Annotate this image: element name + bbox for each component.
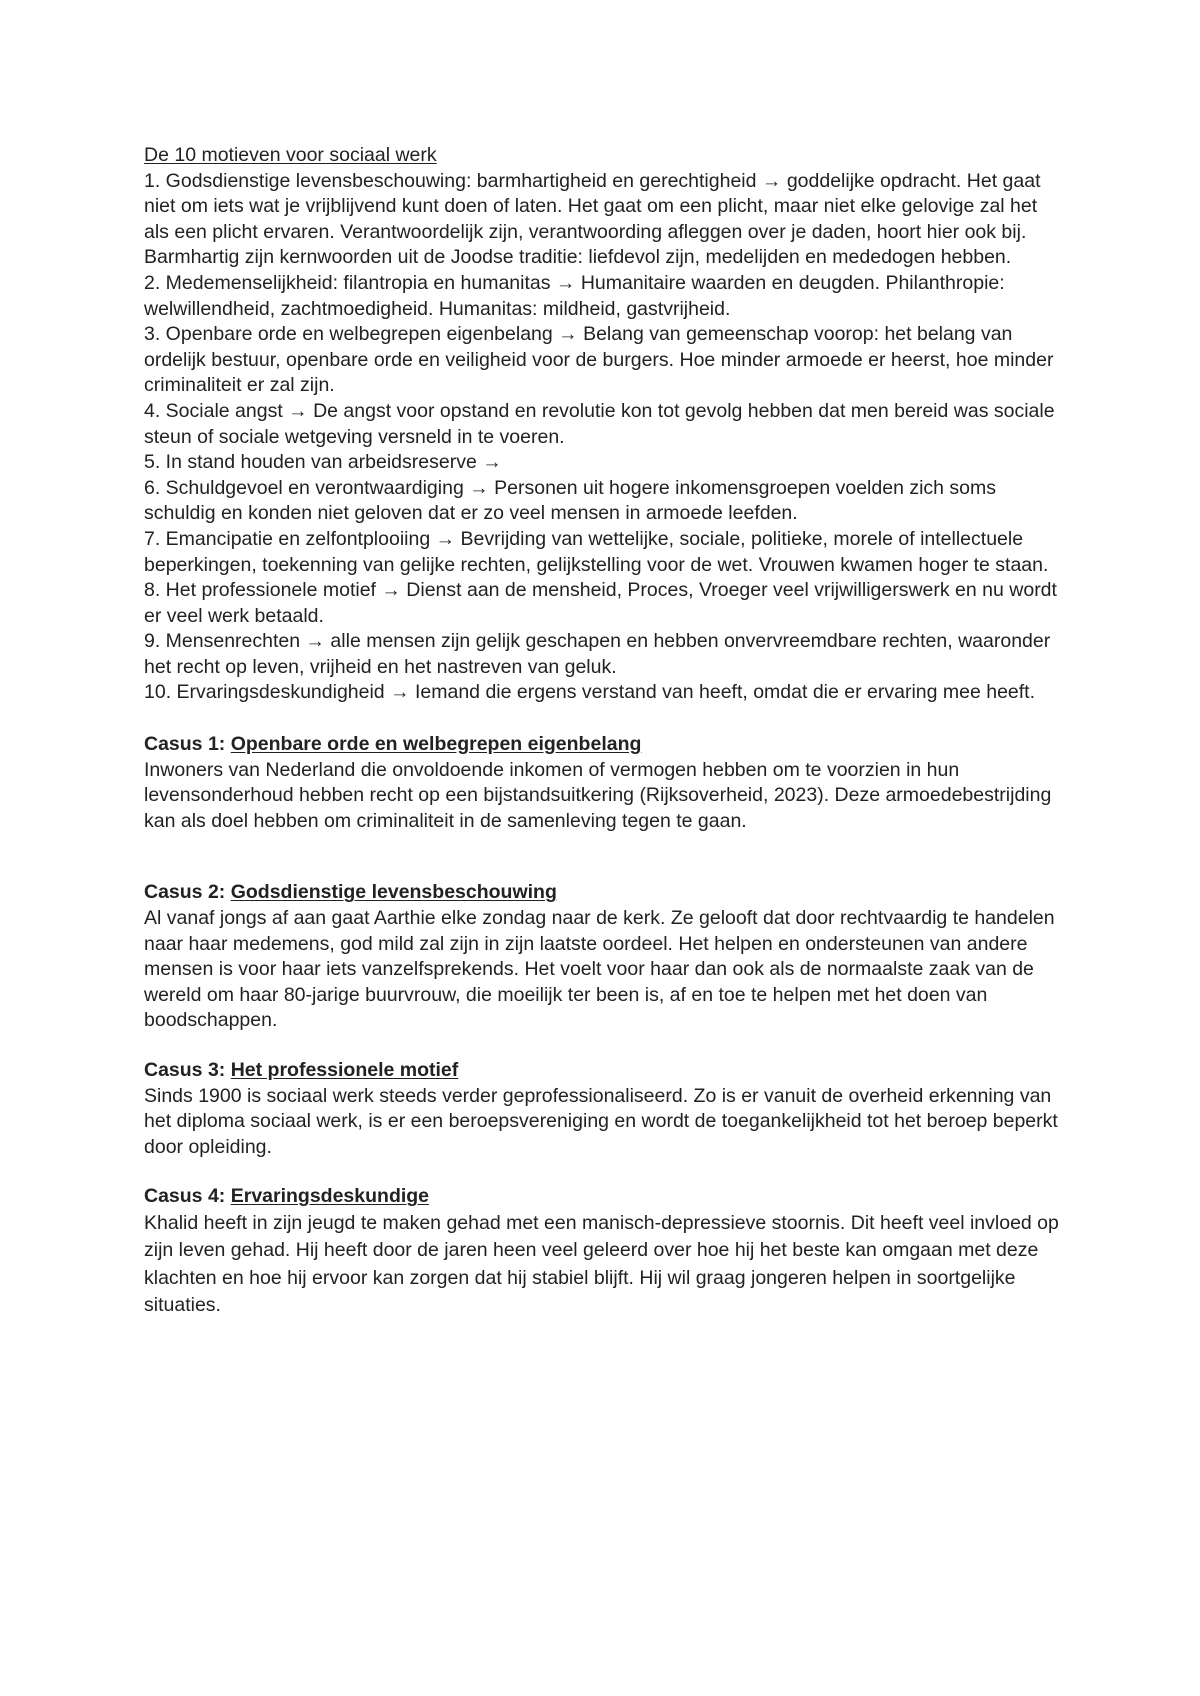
case-heading xyxy=(144,1058,1064,1084)
motive-item: 3. Openbare orde en welbegrepen eigenbelang → Belang van gemeenschap voorop: het belang van ordelijk bestuur, openbare orde en veiligheid voor de burgers. Hoe minder armoede er heerst, hoe minder criminaliteit er zal zijn. xyxy=(144,323,1054,397)
case-label: Casus 4: xyxy=(144,1185,226,1208)
motive-item: 9. Mensenrechten → alle mensen zijn gelijk geschapen en hebben onvervreemdbare rechten, waaronder het recht op leven, vrijheid en het nastreven van geluk. xyxy=(144,630,1051,678)
motive-item: 5. In stand houden van arbeidsreserve → xyxy=(144,451,502,474)
motive-item: 1. Godsdienstige levensbeschouwing: barmhartigheid en gerechtigheid → goddelijke opdracht. Het gaat niet om iets wat je vrijblijvend kunt doen of laten. Het gaat om een plicht, maar niet elke gelovige zal het als een plicht ervaren. Verantwoordelijk zijn, verantwoording afleggen over je daden, hoort hier ook bij. Barmhartig zijn kernwoorden uit de Joodse traditie: liefdevol zijn, medelijden en mededogen hebben. xyxy=(144,169,1041,269)
case-body: Al vanaf jongs af aan gaat Aarthie elke zondag naar de kerk. Ze gelooft dat door rechtvaardig te handelen naar haar medemens, god mild zal zijn in zijn laatste oordeel. Het helpen en ondersteunen van andere mensen is voor haar iets vanzelfsprekends. Het voelt voor haar dan ook als de normaalste zaak van de wereld om haar 80-jarige buurvrouw, die moeilijk ter been is, af en toe te helpen met het doen van boodschappen. xyxy=(144,907,1055,1032)
motive-item: 8. Het professionele motief → Dienst aan de mensheid, Proces, Vroeger veel vrijwilligerswerk en nu wordt er veel werk betaald. xyxy=(144,579,1057,627)
document-page xyxy=(144,143,1064,1320)
motive-item: 7. Emancipatie en zelfontplooiing → Bevrijding van wettelijke, sociale, politieke, morele of intellectuele beperkingen, toekenning van gelijke rechten, gelijkstelling voor de wet. Vrouwen kwamen hoger te staan. xyxy=(144,527,1049,576)
case-heading xyxy=(144,1184,1064,1210)
case-label: Casus 3: xyxy=(144,1059,226,1081)
motive-item: 4. Sociale angst → De angst voor opstand en revolutie kon tot gevolg hebben dat men bereid was sociale steun of sociale wetgeving versneld in te voeren. xyxy=(144,399,1055,448)
case-title: Het professionele motief xyxy=(230,1059,459,1081)
case-2 xyxy=(144,880,1064,1034)
motive-item: 10. Ervaringsdeskundigheid → Iemand die ergens verstand van heeft, omdat die er ervaring mee heeft. xyxy=(144,681,1036,704)
document-title: De 10 motieven voor sociaal werk xyxy=(144,144,437,166)
case-heading xyxy=(144,880,1064,906)
case-title: Godsdienstige levensbeschouwing xyxy=(230,881,557,904)
case-body: Sinds 1900 is sociaal werk steeds verder geprofessionaliseerd. Zo is er vanuit de overheid erkenning van het diploma sociaal werk, is er een beroepsvereniging en wordt de toegankelijkheid tot het beroep beperkt door opleiding. xyxy=(144,1084,1058,1158)
case-label: Casus 1: xyxy=(144,733,226,756)
motive-item: 6. Schuldgevoel en verontwaardiging → Personen uit hogere inkomensgroepen voelden zich soms schuldig en konden niet geloven dat er zo veel mensen in armoede leefden. xyxy=(144,476,997,525)
case-heading xyxy=(144,732,1064,758)
case-body: Khalid heeft in zijn jeugd te maken gehad met een manisch-depressieve stoornis. Dit heeft veel invloed op zijn leven gehad. Hij heeft door de jaren heen veel geleerd over hoe hij het beste kan omgaan met deze klachten en hoe hij ervoor kan zorgen dat hij stabiel blijft. Hij wil graag jongeren helpen in soortgelijke situaties. xyxy=(144,1211,1059,1317)
case-3 xyxy=(144,1058,1064,1160)
case-4 xyxy=(144,1184,1064,1320)
case-title: Openbare orde en welbegrepen eigenbelang xyxy=(230,733,642,756)
motive-item: 2. Medemenselijkheid: filantropia en humanitas → Humanitaire waarden en deugden. Philanthropie: welwillendheid, zachtmoedigheid. Humanitas: mildheid, gastvrijheid. xyxy=(144,271,1005,320)
case-body: Inwoners van Nederland die onvoldoende inkomen of vermogen hebben om te voorzien in hun levensonderhoud hebben recht op een bijstandsuitkering (Rijksoverheid, 2023). Deze armoedebestrijding kan als doel hebben om criminaliteit in de samenleving tegen te gaan. xyxy=(144,758,1052,832)
case-title: Ervaringsdeskundige xyxy=(230,1185,430,1208)
case-label: Casus 2: xyxy=(144,881,226,904)
motives-list xyxy=(144,169,1064,706)
case-1 xyxy=(144,732,1064,834)
